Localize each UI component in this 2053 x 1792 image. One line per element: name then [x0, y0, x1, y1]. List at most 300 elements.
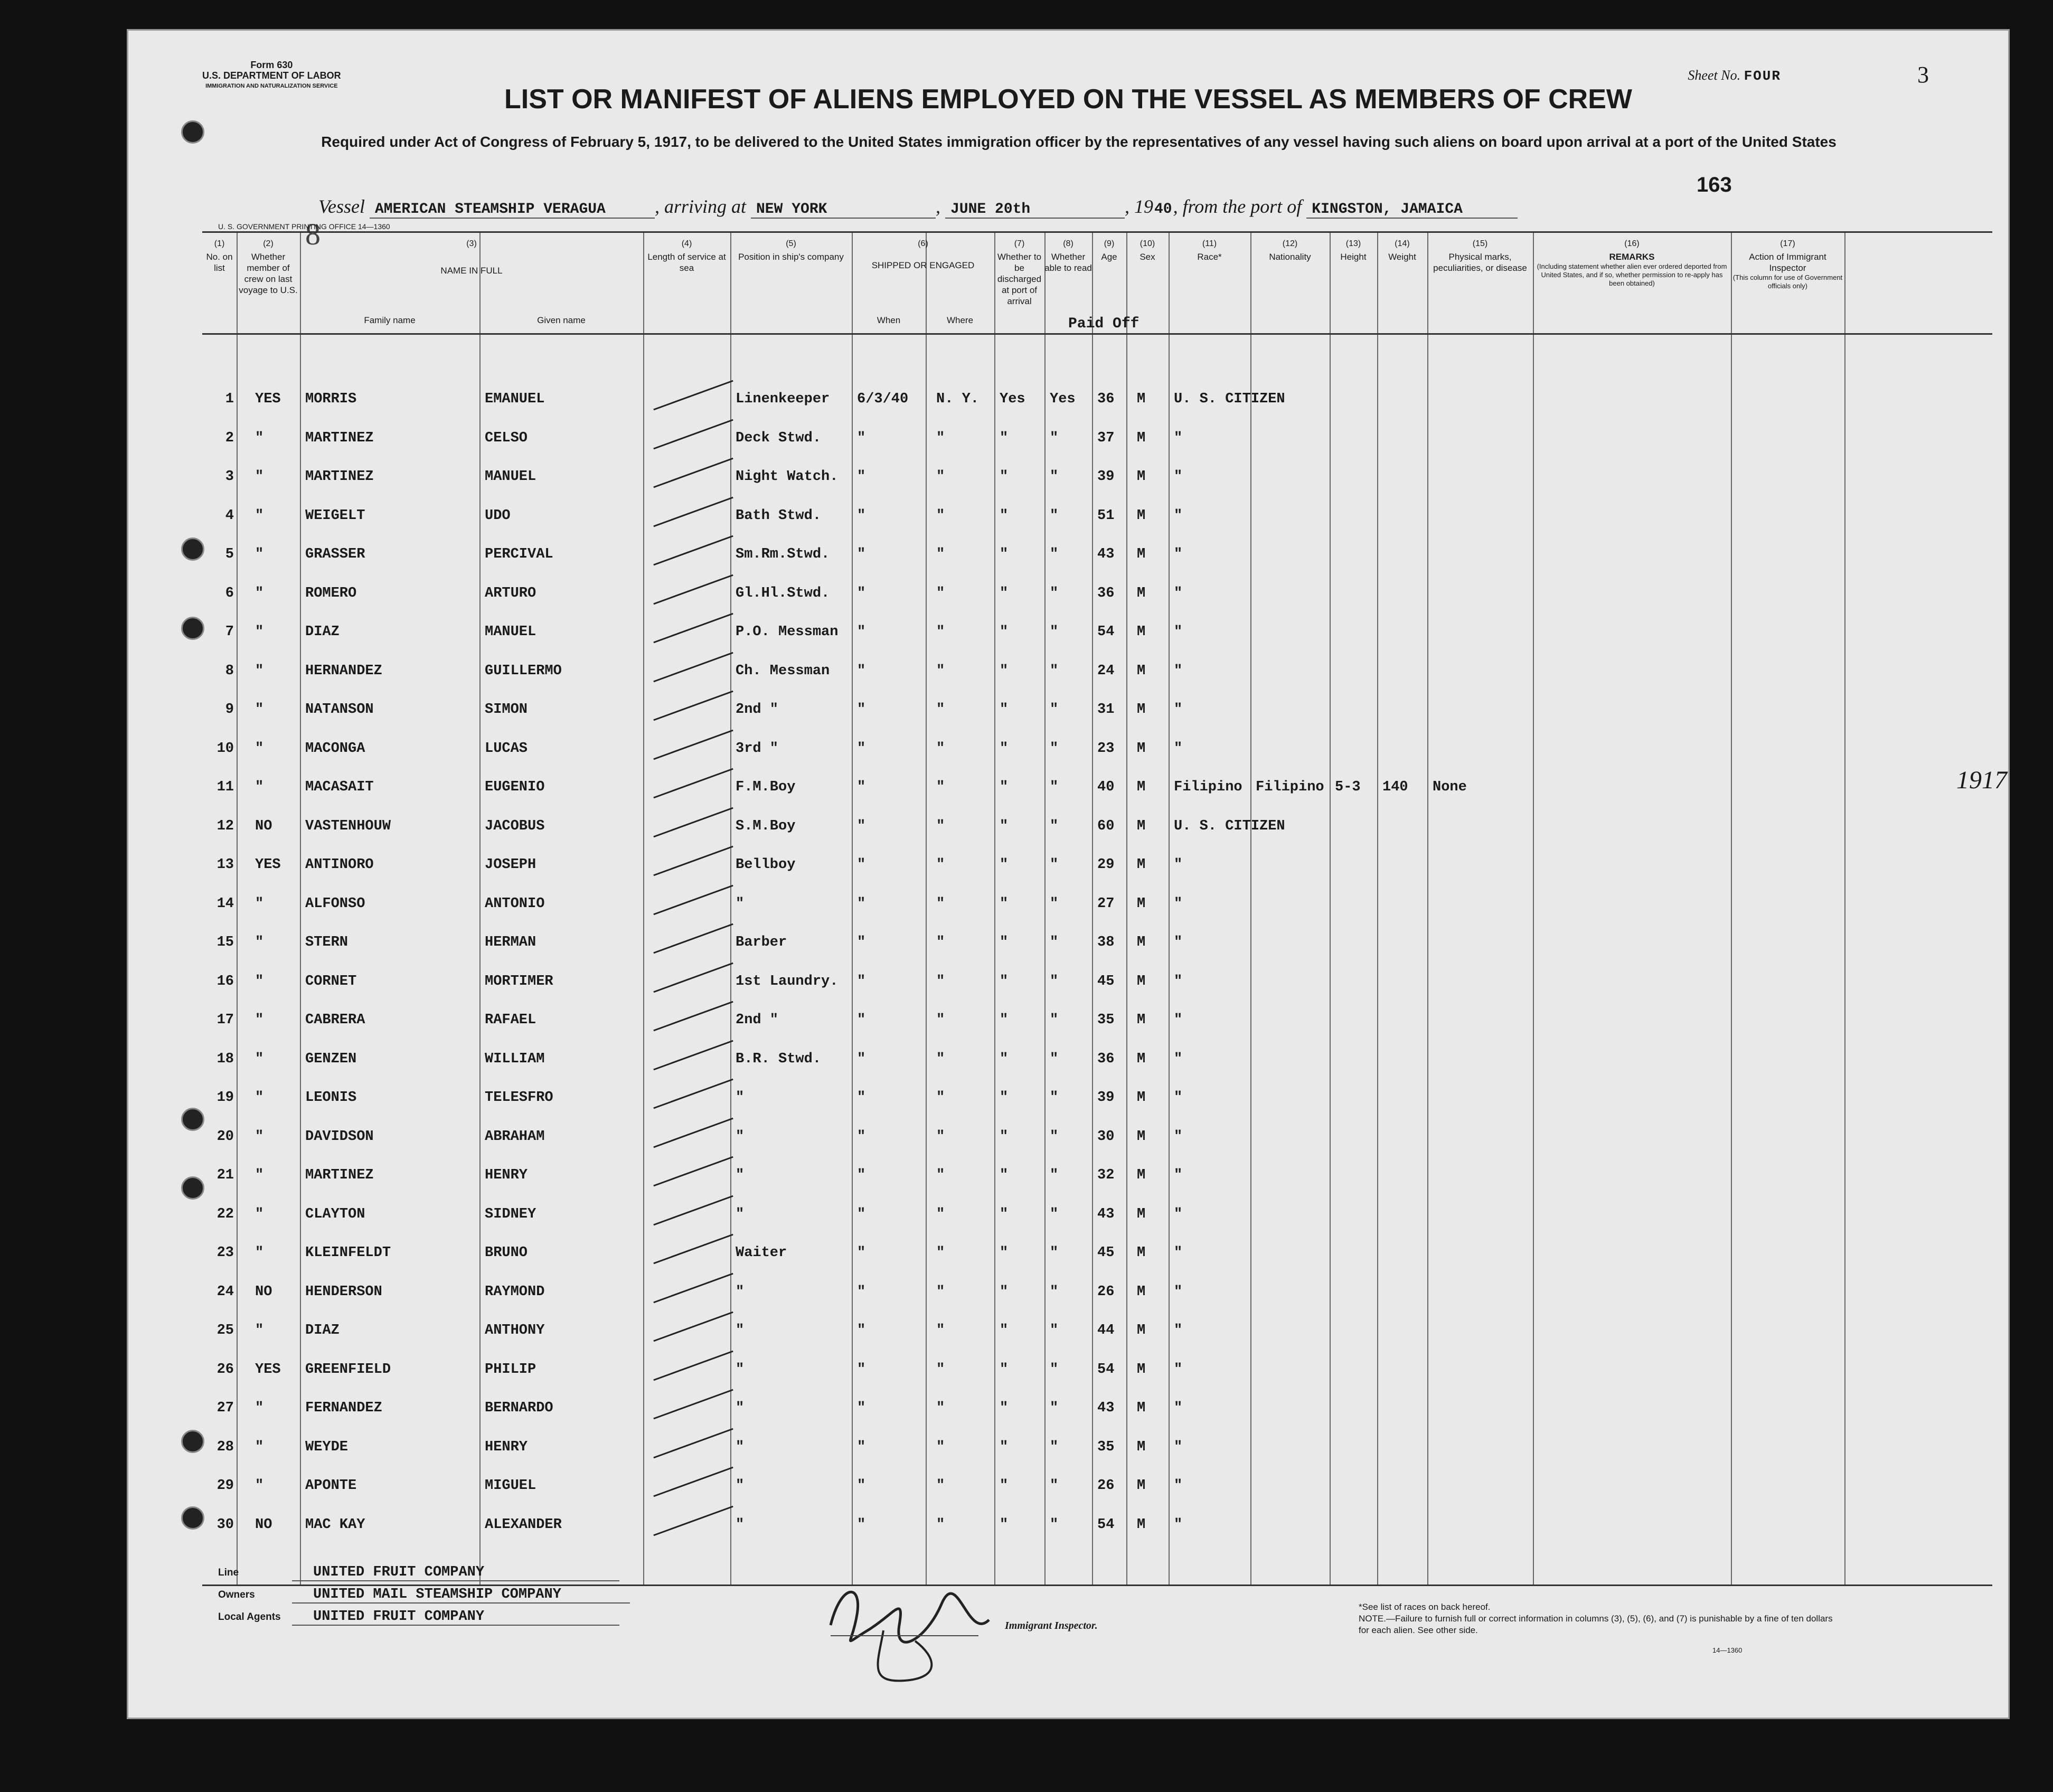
sheet-number: [1688, 68, 1781, 84]
cell-shipped-when: ": [857, 818, 866, 834]
cell-row-number: 10: [216, 740, 234, 757]
cell-previous-voyage: ": [255, 507, 264, 524]
cell-race: ": [1174, 546, 1183, 562]
cell-row-number: 11: [216, 779, 234, 795]
col-header-weight: (14) Weight: [1388, 239, 1416, 262]
service-length-mark: [653, 652, 733, 682]
cell-sex: M: [1137, 507, 1146, 524]
form-code: 14—1360: [1712, 1646, 1743, 1654]
cell-age: 54: [1097, 1361, 1115, 1378]
cell-position: Night Watch.: [736, 469, 839, 485]
cell-sex: M: [1137, 1439, 1146, 1455]
cell-able-to-read: ": [1050, 1090, 1059, 1106]
cell-age: 24: [1097, 663, 1115, 679]
cell-position: Linenkeeper: [736, 391, 830, 407]
cell-shipped-when: 6/3/40: [857, 391, 909, 407]
cell-row-number: 21: [216, 1167, 234, 1183]
cell-position: S.M.Boy: [736, 818, 796, 834]
cell-position: ": [736, 1439, 745, 1455]
cell-given-name: PERCIVAL: [485, 546, 553, 562]
service-length-mark: [653, 1505, 733, 1536]
cell-position: ": [736, 1361, 745, 1378]
cell-row-number: 2: [225, 430, 234, 446]
cell-able-to-read: ": [1050, 469, 1059, 485]
cell-age: 54: [1097, 1516, 1115, 1533]
col-header-age: (9) Age: [1101, 239, 1117, 262]
table-row: [202, 586, 1992, 617]
service-name: IMMIGRATION AND NATURALIZATION SERVICE: [205, 83, 338, 89]
cell-sex: M: [1137, 663, 1146, 679]
cell-age: 36: [1097, 391, 1115, 407]
cell-shipped-when: ": [857, 1478, 866, 1494]
cell-family-name: MORRIS: [305, 391, 357, 407]
cell-race: ": [1174, 895, 1183, 912]
cell-able-to-read: ": [1050, 818, 1059, 834]
cell-previous-voyage: ": [255, 469, 264, 485]
cell-able-to-read: ": [1050, 1516, 1059, 1533]
cell-discharge: ": [1000, 895, 1009, 912]
cell-given-name: BRUNO: [485, 1245, 528, 1261]
cell-able-to-read: ": [1050, 430, 1059, 446]
cell-able-to-read: ": [1050, 585, 1059, 601]
cell-previous-voyage: ": [255, 1245, 264, 1261]
col-header-race: (11) Race*: [1197, 239, 1222, 262]
cell-shipped-when: ": [857, 1128, 866, 1145]
cell-position: ": [736, 1090, 745, 1106]
service-length-mark: [653, 1117, 733, 1148]
cell-given-name: WILLIAM: [485, 1051, 545, 1067]
cell-discharge: ": [1000, 818, 1009, 834]
cell-family-name: GREENFIELD: [305, 1361, 391, 1378]
cell-discharge: ": [1000, 1090, 1009, 1106]
cell-position: ": [736, 1206, 745, 1222]
cell-family-name: MARTINEZ: [305, 1167, 374, 1183]
cell-given-name: ARTURO: [485, 585, 536, 601]
cell-shipped-where: ": [936, 1478, 945, 1494]
cell-shipped-where: ": [936, 1128, 945, 1145]
from-label: , from the port of: [1173, 196, 1302, 217]
col-header-read: (8) Whether able to read: [1044, 239, 1092, 273]
cell-previous-voyage: NO: [255, 1284, 272, 1300]
cell-shipped-where: ": [936, 546, 945, 562]
cell-race: ": [1174, 935, 1183, 950]
cell-able-to-read: ": [1050, 740, 1059, 757]
cell-given-name: RAYMOND: [485, 1284, 545, 1300]
cell-position: ": [736, 895, 745, 912]
cell-row-number: 25: [216, 1323, 234, 1338]
cell-position: Sm.Rm.Stwd.: [736, 546, 830, 562]
cell-discharge: ": [1000, 1128, 1009, 1145]
cell-position: ": [736, 1400, 745, 1416]
cell-sex: M: [1137, 973, 1146, 989]
cell-shipped-where: ": [936, 818, 945, 834]
table-row: [202, 546, 1992, 578]
cell-position: Bath Stwd.: [736, 507, 822, 524]
cell-position: ": [736, 1478, 745, 1494]
cell-shipped-where: ": [936, 507, 945, 524]
cell-race: ": [1174, 1284, 1183, 1300]
cell-family-name: MARTINEZ: [305, 430, 374, 446]
cell-family-name: WEYDE: [305, 1439, 349, 1455]
cell-sex: M: [1137, 857, 1146, 873]
cell-discharge: ": [1000, 430, 1009, 446]
cell-sex: M: [1137, 1012, 1146, 1028]
cell-given-name: HERMAN: [485, 935, 536, 950]
cell-shipped-where: ": [936, 779, 945, 795]
cell-discharge: ": [1000, 469, 1009, 485]
table-row: [202, 1051, 1992, 1083]
cell-age: 37: [1097, 430, 1115, 446]
cell-shipped-when: ": [857, 1167, 866, 1183]
cell-sex: M: [1137, 1361, 1146, 1378]
service-length-mark: [653, 1428, 733, 1458]
table-row: [202, 1167, 1992, 1199]
cell-shipped-when: ": [857, 1090, 866, 1106]
cell-row-number: 28: [216, 1439, 234, 1455]
cell-race: ": [1174, 1478, 1183, 1494]
binder-hole: [181, 617, 204, 640]
cell-race: ": [1174, 469, 1183, 485]
cell-shipped-when: ": [857, 1245, 866, 1261]
cell-able-to-read: Yes: [1050, 391, 1076, 407]
cell-given-name: BERNARDO: [485, 1400, 553, 1416]
cell-discharge: ": [1000, 663, 1009, 679]
penalty-note: NOTE.—Failure to furnish full or correct information in columns (3), (5), (6), and (7) is punishable by a fine of ten dollars for each alien. See other side.: [1359, 1614, 1833, 1635]
arrival-port: NEW YORK: [751, 201, 936, 219]
cell-position: ": [736, 1323, 745, 1338]
cell-family-name: LEONIS: [305, 1090, 357, 1106]
cell-sex: M: [1137, 935, 1146, 950]
cell-race: ": [1174, 1323, 1183, 1338]
service-length-mark: [653, 496, 733, 527]
cell-previous-voyage: ": [255, 1439, 264, 1455]
cell-shipped-where: ": [936, 469, 945, 485]
table-row: [202, 1090, 1992, 1121]
cell-row-number: 3: [225, 469, 234, 485]
cell-previous-voyage: ": [255, 585, 264, 601]
cell-race: Filipino: [1174, 779, 1242, 795]
inspector-label: Immigrant Inspector.: [1005, 1620, 1098, 1631]
table-row: [202, 702, 1992, 733]
cell-race: ": [1174, 857, 1183, 873]
cell-race: ": [1174, 1400, 1183, 1416]
service-length-mark: [653, 535, 733, 566]
service-length-mark: [653, 1040, 733, 1070]
cell-discharge: ": [1000, 702, 1009, 718]
cell-age: 36: [1097, 585, 1115, 601]
table-row: [202, 1129, 1992, 1161]
service-length-mark: [653, 419, 733, 449]
cell-shipped-when: ": [857, 1439, 866, 1455]
footer-line-row: Line UNITED FRUIT COMPANY: [218, 1564, 630, 1587]
service-length-mark: [653, 1350, 733, 1381]
cell-able-to-read: ": [1050, 1128, 1059, 1145]
footer-agents: [218, 1564, 630, 1631]
cell-age: 51: [1097, 507, 1115, 524]
cell-able-to-read: ": [1050, 507, 1059, 524]
cell-age: 60: [1097, 818, 1115, 834]
cell-able-to-read: ": [1050, 895, 1059, 912]
cell-previous-voyage: ": [255, 1128, 264, 1145]
cell-family-name: FERNANDEZ: [305, 1400, 382, 1416]
cell-position: Ch. Messman: [736, 663, 830, 679]
cell-sex: M: [1137, 1245, 1146, 1261]
cell-able-to-read: ": [1050, 857, 1059, 873]
cell-given-name: EUGENIO: [485, 779, 545, 795]
binder-hole: [181, 120, 204, 144]
cell-sex: M: [1137, 624, 1146, 640]
cell-given-name: HENRY: [485, 1439, 528, 1455]
table-row: [202, 974, 1992, 1005]
cell-family-name: ROMERO: [305, 585, 357, 601]
cell-age: 26: [1097, 1478, 1115, 1494]
cell-age: 35: [1097, 1012, 1115, 1028]
cell-discharge: ": [1000, 585, 1009, 601]
service-length-mark: [653, 1079, 733, 1109]
table-row: [202, 430, 1992, 462]
cell-shipped-where: ": [936, 1439, 945, 1455]
service-length-mark: [653, 846, 733, 876]
cell-weight: 140: [1382, 779, 1408, 795]
corner-number: 3: [1917, 62, 1929, 88]
cell-shipped-where: ": [936, 624, 945, 640]
arrival-date: JUNE 20th: [945, 201, 1125, 219]
cell-able-to-read: ": [1050, 1284, 1059, 1300]
cell-race: ": [1174, 663, 1183, 679]
col-header-name: (3) NAME IN FULL Family name Given name: [300, 238, 643, 276]
cell-previous-voyage: ": [255, 935, 264, 950]
cell-row-number: 1: [225, 391, 234, 407]
service-length-mark: [653, 1312, 733, 1342]
cell-able-to-read: ": [1050, 1478, 1059, 1494]
cell-shipped-where: ": [936, 1361, 945, 1378]
subhead-family-name: Family name: [364, 315, 416, 325]
agents-value: UNITED FRUIT COMPANY: [292, 1609, 619, 1626]
cell-row-number: 18: [216, 1051, 234, 1067]
cell-discharge: ": [1000, 1439, 1009, 1455]
cell-row-number: 4: [225, 507, 234, 524]
cell-position: 3rd ": [736, 740, 779, 757]
cell-age: 27: [1097, 895, 1115, 912]
col-header-sex: (10) Sex: [1139, 239, 1155, 262]
table-row: [202, 1284, 1992, 1316]
col-header-physical-marks: (15) Physical marks, peculiarities, or disease: [1433, 239, 1527, 273]
cell-sex: M: [1137, 1400, 1146, 1416]
cell-shipped-where: ": [936, 430, 945, 446]
cell-shipped-where: ": [936, 663, 945, 679]
col-header-previous-voyage: (2) Whether member of crew on last voyage to U.S.: [239, 239, 298, 295]
cell-shipped-when: ": [857, 430, 866, 446]
footer-notes: [1359, 1601, 1834, 1636]
cell-age: 26: [1097, 1284, 1115, 1300]
cell-row-number: 17: [216, 1012, 234, 1028]
cell-sex: M: [1137, 740, 1146, 757]
cell-given-name: EMANUEL: [485, 391, 545, 407]
cell-discharge: ": [1000, 857, 1009, 873]
footer-agents-row: Local Agents UNITED FRUIT COMPANY: [218, 1609, 630, 1631]
cell-age: 44: [1097, 1323, 1115, 1338]
cell-row-number: 9: [225, 702, 234, 718]
cell-able-to-read: ": [1050, 1323, 1059, 1338]
service-length-mark: [653, 768, 733, 799]
table-row: [202, 1206, 1992, 1238]
cell-given-name: ANTONIO: [485, 895, 545, 912]
cell-able-to-read: ": [1050, 935, 1059, 950]
cell-family-name: CLAYTON: [305, 1206, 365, 1222]
col-header-nationality: (12) Nationality: [1269, 239, 1311, 262]
line-value: UNITED FRUIT COMPANY: [292, 1564, 619, 1581]
cell-race: ": [1174, 1361, 1183, 1378]
cell-given-name: MIGUEL: [485, 1478, 536, 1494]
vessel-label: Vessel: [318, 196, 365, 217]
table-row: [202, 469, 1992, 501]
year-suffix: 40: [1154, 201, 1172, 218]
cell-family-name: DAVIDSON: [305, 1128, 374, 1145]
service-length-mark: [653, 1389, 733, 1420]
cell-sex: M: [1137, 585, 1146, 601]
cell-family-name: MACASAIT: [305, 779, 374, 795]
cell-able-to-read: ": [1050, 702, 1059, 718]
cell-family-name: MACONGA: [305, 740, 365, 757]
cell-shipped-where: ": [936, 1284, 945, 1300]
cell-age: 39: [1097, 469, 1115, 485]
cell-row-number: 24: [216, 1284, 234, 1300]
cell-given-name: SIDNEY: [485, 1206, 536, 1222]
cell-race: ": [1174, 740, 1183, 757]
cell-age: 43: [1097, 1400, 1115, 1416]
cell-sex: M: [1137, 391, 1146, 407]
cell-physical-marks: None: [1433, 779, 1467, 795]
cell-shipped-when: ": [857, 740, 866, 757]
binder-hole: [181, 1506, 204, 1530]
owners-value: UNITED MAIL STEAMSHIP COMPANY: [292, 1587, 630, 1604]
cell-given-name: HENRY: [485, 1167, 528, 1183]
cell-shipped-where: ": [936, 1206, 945, 1222]
cell-race: ": [1174, 1245, 1183, 1261]
cell-age: 35: [1097, 1439, 1115, 1455]
cell-shipped-when: ": [857, 507, 866, 524]
cell-shipped-when: ": [857, 702, 866, 718]
cell-sex: M: [1137, 1516, 1146, 1533]
page-subtitle: Required under Act of Congress of February 5, 1917, to be delivered to the United States immigration officer by the representatives of any vessel having such aliens on board upon arrival at a port of the United States: [321, 134, 1837, 150]
table-row: [202, 508, 1992, 540]
table-row: [202, 1362, 1992, 1393]
cell-race: ": [1174, 1051, 1183, 1067]
cell-discharge: ": [1000, 779, 1009, 795]
cell-position: ": [736, 1128, 745, 1145]
cell-position: Barber: [736, 935, 787, 950]
table-row: [202, 896, 1992, 928]
cell-shipped-when: ": [857, 1516, 866, 1533]
cell-previous-voyage: ": [255, 1400, 264, 1416]
cell-given-name: TELESFRO: [485, 1090, 553, 1106]
cell-given-name: JACOBUS: [485, 818, 545, 834]
cell-previous-voyage: ": [255, 973, 264, 989]
cell-previous-voyage: ": [255, 1323, 264, 1338]
cell-discharge: ": [1000, 1012, 1009, 1028]
cell-race: U. S. CITIZEN: [1174, 818, 1285, 834]
cell-sex: M: [1137, 1051, 1146, 1067]
cell-discharge: ": [1000, 1284, 1009, 1300]
binder-hole: [181, 1430, 204, 1453]
cell-row-number: 6: [225, 585, 234, 601]
cell-row-number: 15: [216, 935, 234, 950]
page-title: LIST OR MANIFEST OF ALIENS EMPLOYED ON THE VESSEL AS MEMBERS OF CREW: [504, 84, 1632, 115]
cell-sex: M: [1137, 895, 1146, 912]
cell-shipped-where: ": [936, 1012, 945, 1028]
cell-able-to-read: ": [1050, 1439, 1059, 1455]
page-number: 163: [1697, 173, 1732, 196]
cell-sex: M: [1137, 779, 1146, 795]
manifest-sheet: [127, 29, 2010, 1719]
handwritten-remark: 1917: [1956, 766, 2007, 794]
cell-position: Bellboy: [736, 857, 796, 873]
cell-shipped-where: ": [936, 1245, 945, 1261]
cell-race: U. S. CITIZEN: [1174, 391, 1285, 407]
table-row: [202, 1478, 1992, 1510]
cell-previous-voyage: YES: [255, 391, 281, 407]
cell-given-name: SIMON: [485, 702, 528, 718]
service-length-mark: [653, 613, 733, 644]
cell-previous-voyage: ": [255, 663, 264, 679]
cell-family-name: CABRERA: [305, 1012, 365, 1028]
service-length-mark: [653, 807, 733, 837]
cell-shipped-where: ": [936, 973, 945, 989]
service-length-mark: [653, 691, 733, 721]
cell-position: B.R. Stwd.: [736, 1051, 822, 1067]
service-length-mark: [653, 884, 733, 915]
cell-able-to-read: ": [1050, 1167, 1059, 1183]
table-row: [202, 1517, 1992, 1549]
cell-age: 43: [1097, 546, 1115, 562]
cell-family-name: CORNET: [305, 973, 357, 989]
table-row: [202, 857, 1992, 889]
races-note: *See list of races on back hereof.: [1359, 1602, 1491, 1612]
cell-sex: M: [1137, 1323, 1146, 1338]
cell-able-to-read: ": [1050, 779, 1059, 795]
cell-able-to-read: ": [1050, 1400, 1059, 1416]
cell-age: 43: [1097, 1206, 1115, 1222]
cell-family-name: NATANSON: [305, 702, 374, 718]
cell-previous-voyage: ": [255, 740, 264, 757]
cell-shipped-where: ": [936, 857, 945, 873]
table-row: [202, 741, 1992, 772]
cell-given-name: PHILIP: [485, 1361, 536, 1378]
cell-shipped-where: ": [936, 740, 945, 757]
cell-given-name: CELSO: [485, 430, 528, 446]
cell-shipped-where: ": [936, 1167, 945, 1183]
inspector-signature: [820, 1562, 994, 1694]
cell-sex: M: [1137, 1128, 1146, 1145]
cell-sex: M: [1137, 1478, 1146, 1494]
cell-row-number: 7: [225, 624, 234, 640]
cell-age: 23: [1097, 740, 1115, 757]
cell-previous-voyage: NO: [255, 1516, 272, 1533]
sheet-value: FOUR: [1744, 68, 1781, 84]
service-length-mark: [653, 1001, 733, 1032]
cell-previous-voyage: ": [255, 1051, 264, 1067]
cell-position: Gl.Hl.Stwd.: [736, 585, 830, 601]
cell-row-number: 5: [225, 546, 234, 562]
cell-shipped-when: ": [857, 585, 866, 601]
cell-height: 5-3: [1335, 779, 1361, 795]
cell-discharge: ": [1000, 1245, 1009, 1261]
sheet-label: Sheet No.: [1688, 68, 1741, 83]
cell-row-number: 20: [216, 1128, 234, 1145]
cell-given-name: JOSEPH: [485, 857, 536, 873]
subhead-when: When: [877, 315, 901, 325]
cell-row-number: 13: [216, 857, 234, 873]
